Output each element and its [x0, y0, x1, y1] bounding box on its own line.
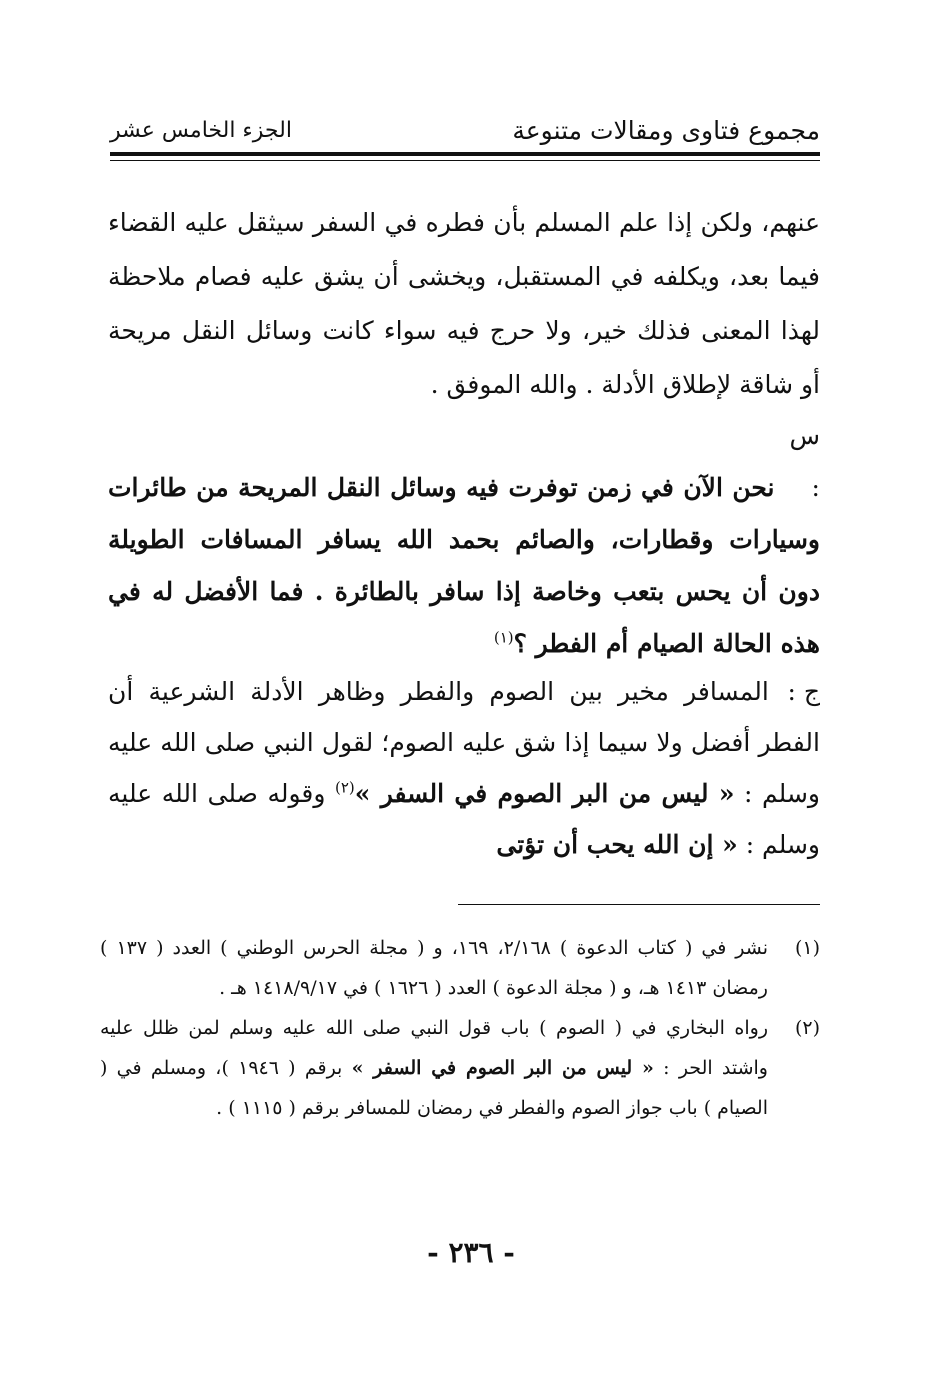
- footnote-2: [100, 1008, 820, 1128]
- answer-text-2: وقوله صلى الله عليه وسلم :: [108, 779, 820, 859]
- intro-paragraph: عنهم، ولكن إذا علم المسلم بأن فطره في السفر سيثقل عليه القضاء فيما بعد، ويكلفه في المستقبل، ويخشى أن يشق عليه فصام ملاحظة لهذا المعنى فذلك خير، ولا حرج فيه سواء كانت وسائل النقل مريحة أو شاقة لإطلاق الأدلة . والله الموفق .: [108, 208, 820, 399]
- answer-paragraph: [108, 666, 820, 870]
- question-label: س :: [789, 421, 820, 502]
- header-rule-thin: [110, 160, 820, 161]
- question-text: نحن الآن في زمن توفرت فيه وسائل النقل المريحة من طائرات وسيارات وقطارات، والصائم بحمد الله يسافر المسافات الطويلة دون أن يحس بتعب وخاصة إذا سافر بالطائرة . فما الأفضل له في هذه الحالة الصيام أم الفطر ؟: [108, 473, 820, 658]
- hadith-quote-1: « ليس من البر الصوم في السفر »: [354, 779, 735, 808]
- volume-label: الجزء الخامس عشر: [110, 117, 292, 143]
- book-title: مجموع فتاوى ومقالات متنوعة: [512, 115, 820, 145]
- footnote-hadith: « ليس من البر الصوم في السفر »: [351, 1057, 654, 1079]
- header-rule-thick: [110, 152, 820, 156]
- answer-text-1: المسافر مخير بين الصوم والفطر وظاهر الأدلة الشرعية أن الفطر أفضل ولا سيما إذا شق عليه الصوم؛ لقول النبي صلى الله عليه وسلم :: [108, 677, 820, 808]
- footnote-number: (١): [794, 937, 820, 959]
- running-header: [110, 110, 820, 150]
- footnote-text: [100, 1008, 768, 1128]
- footnote-text-a: رواه البخاري في ( الصوم ) باب قول النبي صلى الله عليه وسلم لمن ظلل عليه واشتد الحر :: [100, 1017, 768, 1079]
- footnote-ref-1[interactable]: (١): [493, 628, 514, 647]
- footnote-ref-2[interactable]: (٢): [335, 778, 355, 797]
- footnote-text-b: برقم ( ١٩٤٦ )، ومسلم في ( الصيام ) باب جواز الصوم والفطر في رمضان للمسافر برقم ( ١١١٥ ) .: [100, 1057, 768, 1119]
- footnote-number: (٢): [794, 1017, 820, 1039]
- answer-label: ج :: [787, 677, 820, 706]
- question-paragraph: [108, 410, 820, 670]
- page-number: - ٢٣٦ -: [427, 1236, 515, 1269]
- footnote-text: نشر في ( كتاب الدعوة ) ٢/١٦٨، ١٦٩، و ( مجلة الحرس الوطني ) العدد ( ١٣٧ ) رمضان ١٤١٣ هـ، و ( مجلة الدعوة ) العدد ( ١٦٢٦ ) في ١٤١٨/٩/١٧ هـ .: [100, 937, 769, 999]
- footnote-1: [100, 928, 820, 1008]
- footnote-separator: [458, 904, 820, 905]
- footnotes: [100, 928, 820, 1128]
- hadith-quote-2: « إن الله يحب أن تؤتى: [496, 830, 738, 859]
